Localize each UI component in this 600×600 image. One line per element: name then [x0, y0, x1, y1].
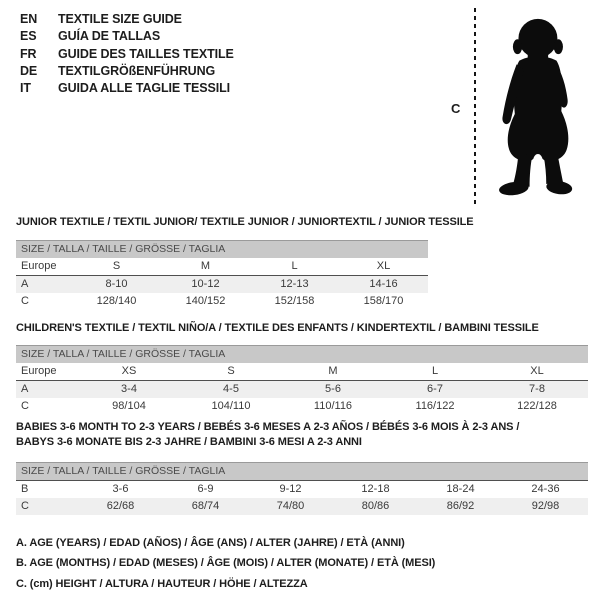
row-label: Europe: [21, 365, 57, 377]
table-row: [16, 498, 588, 515]
cell: S: [227, 365, 235, 377]
cell: 86/92: [418, 498, 503, 515]
lang-row-it: [20, 80, 234, 97]
cell: 152/158: [274, 295, 315, 307]
cell: 10-12: [161, 276, 250, 294]
cell: 116/122: [415, 400, 455, 412]
cell: 6-7: [384, 381, 486, 399]
lang-code: FR: [20, 46, 37, 61]
language-header: [20, 11, 234, 97]
cell: 68/74: [163, 498, 248, 515]
size-header-label: SIZE / TALLA / TAILLE / GRÖSSE / TAGLIA: [16, 241, 428, 259]
cell: 3-6: [78, 481, 163, 499]
lang-title: GUIDA ALLE TAGLIE TESSILI: [58, 81, 231, 96]
cell: 6-9: [163, 481, 248, 499]
cell: 4-5: [180, 381, 282, 399]
cell: XL: [376, 260, 391, 272]
lang-row-de: [20, 63, 234, 80]
cell: 7-8: [486, 381, 588, 399]
table-row: [16, 258, 428, 276]
lang-row-es: [20, 28, 234, 45]
lang-title: TEXTILGRÖßENFÜHRUNG: [58, 63, 216, 78]
title-line: BABYS 3-6 MONATE BIS 2-3 JAHRE / BAMBINI 3-6 MESI A 2-3 ANNI: [16, 436, 362, 448]
cell: L: [431, 365, 439, 377]
cell: 110/116: [313, 400, 353, 412]
cell: 3-4: [78, 381, 180, 399]
cell: 14-16: [339, 276, 428, 294]
lang-row-en: [20, 11, 234, 28]
junior-size-table: [16, 240, 428, 310]
size-header-label: SIZE / TALLA / TAILLE / GRÖSSE / TAGLIA: [16, 346, 588, 364]
cell: 74/80: [248, 498, 333, 515]
lang-row-fr: [20, 46, 234, 63]
size-header-row: [16, 463, 588, 481]
cell: M: [328, 365, 338, 377]
row-label: A: [16, 276, 72, 294]
cell: 128/140: [96, 295, 137, 307]
cell: 62/68: [78, 498, 163, 515]
lang-title: GUIDE DES TAILLES TEXTILE: [58, 46, 234, 61]
cell: S: [112, 260, 121, 272]
row-label: Europe: [21, 260, 57, 272]
cell: L: [291, 260, 298, 272]
cell: 98/104: [112, 400, 146, 412]
cell: XL: [530, 365, 544, 377]
cell: 5-6: [282, 381, 384, 399]
cell: 24-36: [503, 481, 588, 499]
lang-title: GUÍA DE TALLAS: [58, 29, 161, 44]
cell: 92/98: [503, 498, 588, 515]
cell: 140/152: [185, 295, 226, 307]
babies-size-table: [16, 462, 588, 515]
junior-table-title: [16, 215, 474, 230]
title-line: BABIES 3-6 MONTH TO 2-3 YEARS / BEBÉS 3-6 MESES A 2-3 AÑOS / BÉBÉS 3-6 MOIS À 2-3 ANS /: [16, 421, 520, 433]
table-row: [16, 381, 588, 399]
children-size-table: [16, 345, 588, 415]
row-label: C: [21, 400, 29, 412]
table-row: [16, 363, 588, 381]
cell: 158/170: [363, 295, 404, 307]
baby-silhouette-icon: [486, 6, 588, 208]
cell: XS: [121, 365, 137, 377]
cell: 12-13: [250, 276, 339, 294]
lang-title: TEXTILE SIZE GUIDE: [58, 12, 182, 26]
table-row: [16, 293, 428, 310]
cell: M: [200, 260, 211, 272]
cell: 122/128: [517, 400, 557, 412]
cell: 104/110: [211, 400, 251, 412]
size-header-row: [16, 346, 588, 364]
size-header-label: SIZE / TALLA / TAILLE / GRÖSSE / TAGLIA: [16, 463, 588, 481]
row-label: C: [16, 498, 78, 515]
footnote-c: C. (cm) HEIGHT / ALTURA / HAUTEUR / HÖHE / ALTEZZA: [16, 577, 308, 590]
lang-code: EN: [20, 12, 38, 26]
row-label: B: [16, 481, 78, 499]
title-line: CHILDREN'S TEXTILE / TEXTIL NIÑO/A / TEXTILE DES ENFANTS / KINDERTEXTIL / BAMBINI TESSILE: [16, 322, 539, 334]
children-table-title: [16, 321, 539, 336]
footnote-a: A. AGE (YEARS) / EDAD (AÑOS) / ÂGE (ANS) / ALTER (JAHRE) / ETÀ (ANNI): [16, 537, 405, 549]
footnote-b: B. AGE (MONTHS) / EDAD (MESES) / ÂGE (MOIS) / ALTER (MONATE) / ETÀ (MESI): [16, 557, 436, 570]
table-row: [16, 276, 428, 294]
size-header-row: [16, 241, 428, 259]
height-marker-label: C: [451, 101, 461, 116]
babies-table-title: [16, 420, 519, 450]
table-row: [16, 481, 588, 499]
lang-code: ES: [20, 29, 37, 44]
cell: 8-10: [72, 276, 161, 294]
title-line: JUNIOR TEXTILE / TEXTIL JUNIOR/ TEXTILE JUNIOR / JUNIORTEXTIL / JUNIOR TESSILE: [16, 216, 474, 228]
row-label: C: [21, 295, 29, 307]
cell: 80/86: [333, 498, 418, 515]
cell: 9-12: [248, 481, 333, 499]
row-label: A: [16, 381, 78, 399]
lang-code: DE: [20, 63, 38, 78]
cell: 12-18: [333, 481, 418, 499]
cell: 18-24: [418, 481, 503, 499]
footnotes: [16, 533, 435, 594]
lang-code: IT: [20, 81, 31, 96]
table-row: [16, 398, 588, 415]
height-dashed-line: [474, 8, 476, 207]
